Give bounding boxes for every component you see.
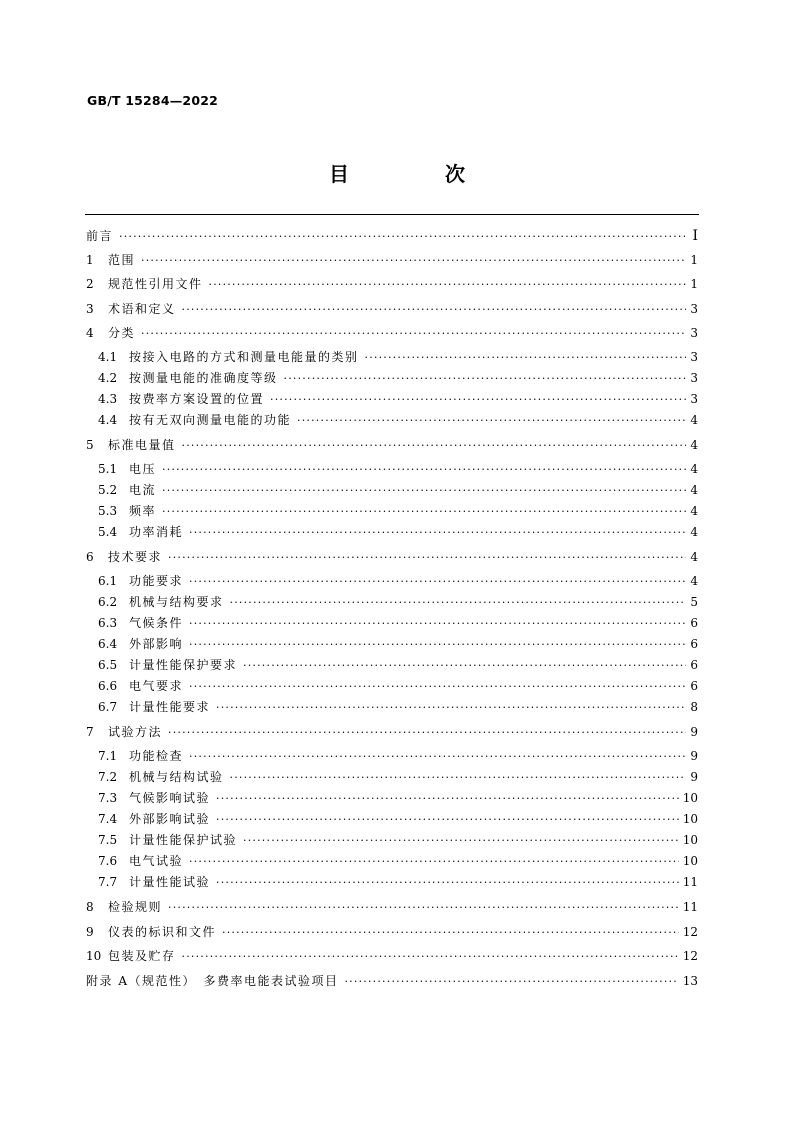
leader-dots: [189, 572, 686, 592]
toc-entry-page: 4: [690, 550, 698, 564]
toc-entry-page: 11: [682, 900, 698, 914]
toc-entry-page: 12: [682, 925, 698, 939]
toc-entry-title: 频率: [129, 504, 157, 518]
toc-entry-title: 技术要求: [108, 550, 163, 564]
leader-dots: [216, 810, 679, 830]
toc-entry-page: 6: [690, 658, 698, 672]
toc-entry-2[interactable]: [86, 274, 698, 294]
toc-entry-number: 1: [86, 253, 94, 267]
toc-entry-title: 按接入电路的方式和测量电能量的类别: [129, 350, 359, 364]
toc-entry-title: 电流: [129, 483, 157, 497]
toc-title: 目 次: [329, 162, 503, 186]
leader-dots: [189, 852, 679, 872]
toc-entry-number: 5: [86, 438, 94, 452]
leader-dots: [189, 677, 686, 697]
toc-entry-page: 3: [690, 350, 698, 364]
toc-entry-4-1[interactable]: [98, 347, 698, 367]
leader-dots: [216, 698, 686, 718]
toc-entry-7-3[interactable]: [98, 788, 698, 808]
toc-entry-page: 8: [690, 700, 698, 714]
toc-entry-title: 术语和定义: [108, 302, 176, 316]
toc-entry-number: 2: [86, 277, 94, 291]
toc-entry-4-3[interactable]: [98, 389, 698, 409]
leader-dots: [230, 593, 687, 613]
toc-entry-7-6[interactable]: [98, 851, 698, 871]
leader-dots: [209, 275, 687, 295]
toc-entry-number: 4.3: [98, 392, 118, 406]
leader-dots: [189, 614, 686, 634]
toc-entry-7-2[interactable]: [98, 767, 698, 787]
toc-entry-title: 电气试验: [129, 854, 184, 868]
leader-dots: [344, 972, 678, 992]
toc-entry-number: 7.6: [98, 854, 118, 868]
leader-dots: [162, 502, 686, 522]
toc-entry-number: 10: [86, 949, 102, 963]
leader-dots: [182, 300, 687, 320]
toc-entry-6-1[interactable]: [98, 571, 698, 591]
toc-entry-5-1[interactable]: [98, 459, 698, 479]
toc-entry-title: 仪表的标识和文件: [108, 925, 217, 939]
toc-entry-title: 机械与结构要求: [129, 595, 224, 609]
toc-entry-number: 8: [86, 900, 94, 914]
toc-entry-title: 分类: [108, 326, 136, 340]
toc-entry-title: 气候条件: [129, 616, 184, 630]
toc-entry-title: 前言: [86, 229, 114, 243]
leader-dots: [189, 635, 686, 655]
toc-entry-page: 3: [690, 326, 698, 340]
toc-entry-title: 包装及贮存: [108, 949, 176, 963]
toc-entry-title: 功能检查: [129, 749, 184, 763]
toc-entry-page: 9: [690, 770, 698, 784]
toc-entry-page: 10: [682, 812, 698, 826]
leader-dots: [162, 460, 686, 480]
toc-entry-title: 气候影响试验: [129, 791, 211, 805]
toc-entry-number: 6.4: [98, 637, 118, 651]
leader-dots: [182, 947, 679, 967]
toc-entry-annex-a[interactable]: [86, 971, 698, 991]
toc-entry-page: 10: [682, 791, 698, 805]
toc-entry-title: 电压: [129, 462, 157, 476]
toc-entry-page: 12: [682, 949, 698, 963]
toc-entry-title: 计量性能保护试验: [129, 833, 238, 847]
standard-code: GB/T 15284—2022: [87, 93, 219, 108]
toc-entry-7-4[interactable]: [98, 809, 698, 829]
toc-entry-title: 机械与结构试验: [129, 770, 224, 784]
toc-entry-foreword[interactable]: [86, 226, 698, 246]
toc-entry-number: 7.5: [98, 833, 118, 847]
leader-dots: [230, 768, 687, 788]
toc-entry-number: 4.4: [98, 413, 118, 427]
toc-entry-page: 1: [690, 253, 698, 267]
toc-entry-page: 6: [690, 637, 698, 651]
toc-entry-number: 6: [86, 550, 94, 564]
toc-entry-number: 6.2: [98, 595, 118, 609]
toc-entry-number: 4: [86, 326, 94, 340]
leader-dots: [168, 723, 686, 743]
toc-entry-title: 外部影响: [129, 637, 184, 651]
toc-entry-5-3[interactable]: [98, 501, 698, 521]
toc-entry-4-4[interactable]: [98, 410, 698, 430]
toc-entry-number: 7.2: [98, 770, 118, 784]
toc-entry-page: 4: [690, 462, 698, 476]
leader-dots: [297, 411, 686, 431]
toc-entry-number: 7: [86, 725, 94, 739]
toc-entry-title: 功能要求: [129, 574, 184, 588]
leader-dots: [243, 831, 679, 851]
toc-entry-page: I: [692, 228, 698, 244]
toc-entry-number: 6.3: [98, 616, 118, 630]
toc-entry-5-4[interactable]: [98, 522, 698, 542]
toc-entry-title: 外部影响试验: [129, 812, 211, 826]
leader-dots: [119, 227, 688, 247]
toc-entry-7-1[interactable]: [98, 746, 698, 766]
toc-entry-7-7[interactable]: [98, 872, 698, 892]
toc-entry-title: 计量性能要求: [129, 700, 211, 714]
leader-dots: [168, 898, 679, 918]
toc-entry-number: 6.1: [98, 574, 118, 588]
toc-entry-8[interactable]: [86, 897, 698, 917]
toc-entry-title: 范围: [108, 253, 136, 267]
toc-entry-page: 4: [690, 413, 698, 427]
toc-entry-10[interactable]: [86, 946, 698, 966]
toc-entry-page: 9: [690, 725, 698, 739]
toc-entry-page: 3: [690, 371, 698, 385]
toc-entry-5-2[interactable]: [98, 480, 698, 500]
toc-entry-number: 6.5: [98, 658, 118, 672]
toc-entry-title: 电气要求: [129, 679, 184, 693]
toc-entry-number: 5.4: [98, 525, 118, 539]
toc-entry-number: 6.6: [98, 679, 118, 693]
toc-entry-page: 1: [690, 277, 698, 291]
leader-dots: [270, 390, 686, 410]
toc-entry-4[interactable]: [86, 323, 698, 343]
toc-entry-4-2[interactable]: [98, 368, 698, 388]
toc-entry-title: 检验规则: [108, 900, 163, 914]
toc-entry-page: 9: [690, 749, 698, 763]
toc-entry-title: 计量性能保护要求: [129, 658, 238, 672]
toc-entry-page: 5: [690, 595, 698, 609]
toc-entry-6[interactable]: [86, 547, 698, 567]
toc-entry-page: 11: [682, 875, 698, 889]
toc-entry-title: 按费率方案设置的位置: [129, 392, 265, 406]
toc-entry-page: 6: [690, 679, 698, 693]
leader-dots: [365, 348, 687, 368]
leader-dots: [216, 873, 679, 893]
toc-entry-number: 7.7: [98, 875, 118, 889]
leader-dots: [216, 789, 679, 809]
leader-dots: [189, 747, 686, 767]
toc-entry-page: 10: [682, 833, 698, 847]
toc-entry-page: 4: [690, 525, 698, 539]
toc-entry-3[interactable]: [86, 299, 698, 319]
toc-entry-6-6[interactable]: [98, 676, 698, 696]
toc-entry-7[interactable]: [86, 722, 698, 742]
toc-entry-page: 4: [690, 438, 698, 452]
toc-entry-page: 4: [690, 574, 698, 588]
toc-entry-title: 计量性能试验: [129, 875, 211, 889]
toc-entry-number: 7.4: [98, 812, 118, 826]
toc-entry-page: 4: [690, 504, 698, 518]
toc-entry-page: 4: [690, 483, 698, 497]
leader-dots: [162, 481, 686, 501]
toc-entry-title: 按有无双向测量电能的功能: [129, 413, 292, 427]
toc-entry-number: 9: [86, 925, 94, 939]
leader-dots: [182, 436, 687, 456]
toc-entry-number: 3: [86, 302, 94, 316]
toc-entry-6-5[interactable]: [98, 655, 698, 675]
title-divider: [85, 214, 699, 215]
leader-dots: [222, 923, 679, 943]
toc-entry-title: 标准电量值: [108, 438, 176, 452]
toc-entry-number: 4.2: [98, 371, 118, 385]
toc-entry-number: 5.2: [98, 483, 118, 497]
toc-entry-6-4[interactable]: [98, 634, 698, 654]
toc-entry-page: 3: [690, 392, 698, 406]
toc-entry-6-3[interactable]: [98, 613, 698, 633]
toc-entry-1[interactable]: [86, 250, 698, 270]
leader-dots: [168, 548, 686, 568]
leader-dots: [189, 523, 686, 543]
toc-entry-9[interactable]: [86, 922, 698, 942]
toc-entry-number: 7.3: [98, 791, 118, 805]
toc-entry-title: 附录 A（规范性） 多费率电能表试验项目: [86, 974, 339, 988]
toc-entry-6-7[interactable]: [98, 697, 698, 717]
leader-dots: [141, 251, 686, 271]
toc-entry-7-5[interactable]: [98, 830, 698, 850]
toc-entry-6-2[interactable]: [98, 592, 698, 612]
toc-entry-number: 6.7: [98, 700, 118, 714]
leader-dots: [243, 656, 686, 676]
toc-entry-title: 功率消耗: [129, 525, 184, 539]
leader-dots: [141, 324, 686, 344]
toc-entry-page: 3: [690, 302, 698, 316]
toc-entry-number: 4.1: [98, 350, 118, 364]
toc-entry-page: 10: [682, 854, 698, 868]
toc-entry-title: 按测量电能的准确度等级: [129, 371, 278, 385]
toc-entry-page: 6: [690, 616, 698, 630]
toc-entry-number: 7.1: [98, 749, 118, 763]
toc-entry-title: 规范性引用文件: [108, 277, 203, 291]
toc-entry-number: 5.3: [98, 504, 118, 518]
toc-entry-5[interactable]: [86, 435, 698, 455]
leader-dots: [284, 369, 687, 389]
toc-entry-number: 5.1: [98, 462, 118, 476]
toc-entry-title: 试验方法: [108, 725, 163, 739]
toc-entry-page: 13: [682, 974, 698, 988]
